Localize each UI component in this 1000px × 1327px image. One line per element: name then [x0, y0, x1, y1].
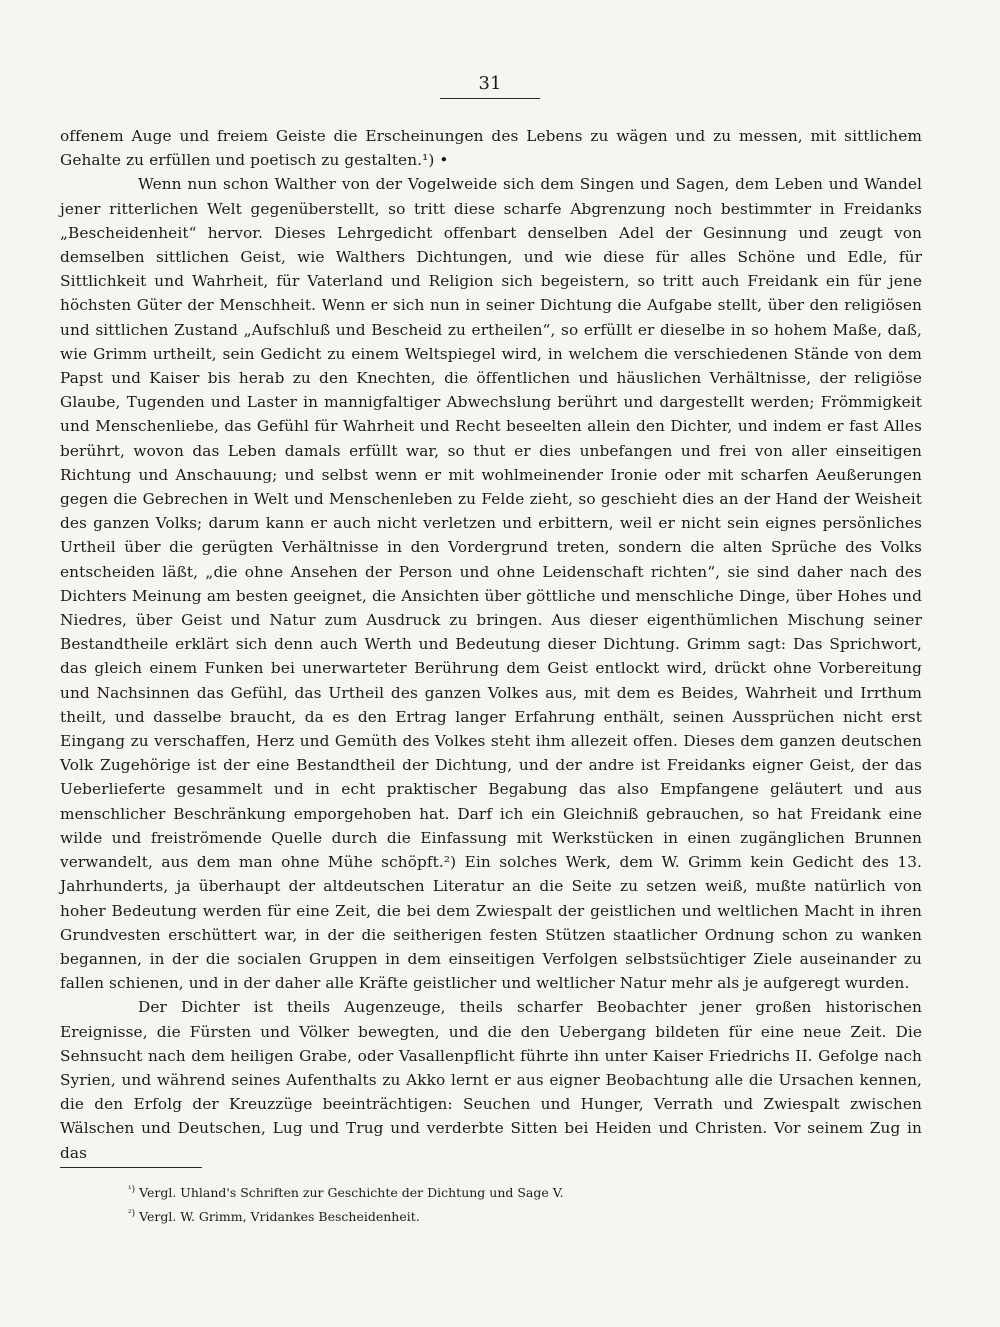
paragraph: offenem Auge und freiem Geiste die Erscheinungen des Lebens zu wägen und zu messen, mit sittlichem Gehalte zu erfüllen und poetisch zu gestalten.¹) •: [60, 127, 922, 170]
footnote-mark: ¹): [128, 1184, 136, 1195]
footnote-mark: ²): [128, 1208, 136, 1219]
paragraph: Wenn nun schon Walther von der Vogelweide sich dem Singen und Sagen, dem Leben und Wandel jener ritterlichen Welt gegenüberstellt, so tritt diese scharfe Abgrenzung noch bestimmter in Freidanks „Bescheidenheit“ hervor. Dieses Lehrgedicht offenbart denselben Adel der Gesinnung und zeugt von demselben sittlichen Geist, wie Walthers Dichtungen, und wie diese für alles Schöne und Edle, für Sittlichkeit und Wahrheit, für Vaterland und Religion sich begeistern, so tritt auch Freidank ein für jene höchsten Güter der Menschheit. Wenn er sich nun in seiner Dichtung die Aufgabe stellt, über den religiösen und sittlichen Zustand „Aufschluß und Bescheid zu ertheilen“, so erfüllt er dieselbe in so hohem Maße, daß, wie Grimm urtheilt, sein Gedicht zu einem Weltspiegel wird, in welchem die verschiedenen Stände von dem Papst und Kaiser bis herab zu den Knechten, die öffentlichen und häuslichen Verhältnisse, der religiöse Glaube, Tugenden und Laster in mannigfaltiger Abwechslung berührt und dargestellt werden; Frömmigkeit und Menschenliebe, das Gefühl für Wahrheit und Recht beseelten allein den Dichter, und indem er fast Alles berührt, wovon das Leben damals erfüllt war, so thut er dies unbefangen und frei von aller einseitigen Richtung und Anschauung; und selbst wenn er mit wohlmeinender Ironie oder mit scharfen Aeußerungen gegen die Gebrechen in Welt und Menschenleben zu Felde zieht, so geschieht dies an der Hand der Weisheit des ganzen Volks; darum kann er auch nicht verletzen und erbittern, weil er nicht sein eignes persönliches Urtheil über die gerügten Verhältnisse in den Vordergrund treten, sondern die alten Sprüche des Volks entscheiden läßt, „die ohne Ansehen der Person und ohne Leidenschaft richten“, sie sind daher nach des Dichters Meinung am besten geeignet, die Ansichten über göttliche und menschliche Dinge, über Hohes und Niedres, über Geist und Natur zum Ausdruck zu bringen. Aus dieser eigenthümlichen Mischung seiner Bestandtheile erklärt sich denn auch Werth und Bedeutung dieser Dichtung. Grimm sagt: Das Sprichwort, das gleich einem Funken bei unerwarteter Berührung dem Geist entlockt wird, drückt ohne Vorbereitung und Nachsinnen das Gefühl, das Urtheil des ganzen Volkes aus, mit dem es Beides, Wahrheit und Irrthum theilt, und dasselbe braucht, da es den Ertrag langer Erfahrung enthält, seinen Aussprüchen nicht erst Eingang zu verschaffen, Herz und Gemüth des Volkes steht ihm allezeit offen. Dieses dem ganzen deutschen Volk Zugehörige ist der eine Bestandtheil der Dichtung, und der andre ist Freidanks eigner Geist, der das Ueberlieferte gesammelt und in echt praktischer Begabung das also Empfangene geläutert und aus menschlicher Beschränkung emporgehoben hat. Darf ich ein Gleichniß gebrauchen, so hat Freidank eine wilde und freiströmende Quelle durch die Einfassung mit Werkstücken in einen zugänglichen Brunnen verwandelt, aus dem man ohne Mühe schöpft.²) Ein solches Werk, dem W. Grimm kein Gedicht des 13. Jahrhunderts, ja überhaupt der altdeutschen Literatur an die Seite zu setzen weiß, mußte natürlich von hoher Bedeutung werden für eine Zeit, die bei dem Zwiespalt der geistlichen und weltlichen Macht in ihren Grundvesten erschüttert war, in der die seitherigen festen Stützen staatlicher Ordnung schon zu wanken begannen, in der die socialen Gruppen in dem einseitigen Verfolgen selbstsüchtiger Ziele auseinander zu fallen schienen, und in der daher alle Kräfte geistlicher und weltlicher Natur mehr als je aufgeregt wurden.: [60, 175, 922, 993]
footnote: [128, 1181, 888, 1205]
footnotes: [128, 1181, 888, 1229]
footnote-text: Vergl. W. Grimm, Vridankes Bescheidenheit.: [139, 1209, 420, 1224]
page-number: 31: [478, 73, 502, 94]
footnote: [128, 1205, 888, 1229]
body-text: [60, 124, 922, 1165]
footnote-rule: [60, 1167, 202, 1168]
page-number-rule: [440, 98, 540, 99]
paragraph: Der Dichter ist theils Augenzeuge, theils scharfer Beobachter jener großen historischen Ereignisse, die Fürsten und Völker bewegten, und die den Uebergang bildeten für eine neue Zeit. Die Sehnsucht nach dem heiligen Grabe, oder Vasallenpflicht führte ihn unter Kaiser Friedrichs II. Gefolge nach Syrien, und während seines Aufenthalts zu Akko lernt er aus eigner Beobachtung alle die Ursachen kennen, die den Erfolg der Kreuzzüge beeinträchtigen: Seuchen und Hunger, Verrath und Zwiespalt zwischen Wälschen und Deutschen, Lug und Trug und verderbte Sitten bei Heiden und Christen. Vor seinem Zug in das: [60, 998, 922, 1162]
footnote-text: Vergl. Uhland's Schriften zur Geschichte der Dichtung und Sage V.: [139, 1185, 564, 1200]
